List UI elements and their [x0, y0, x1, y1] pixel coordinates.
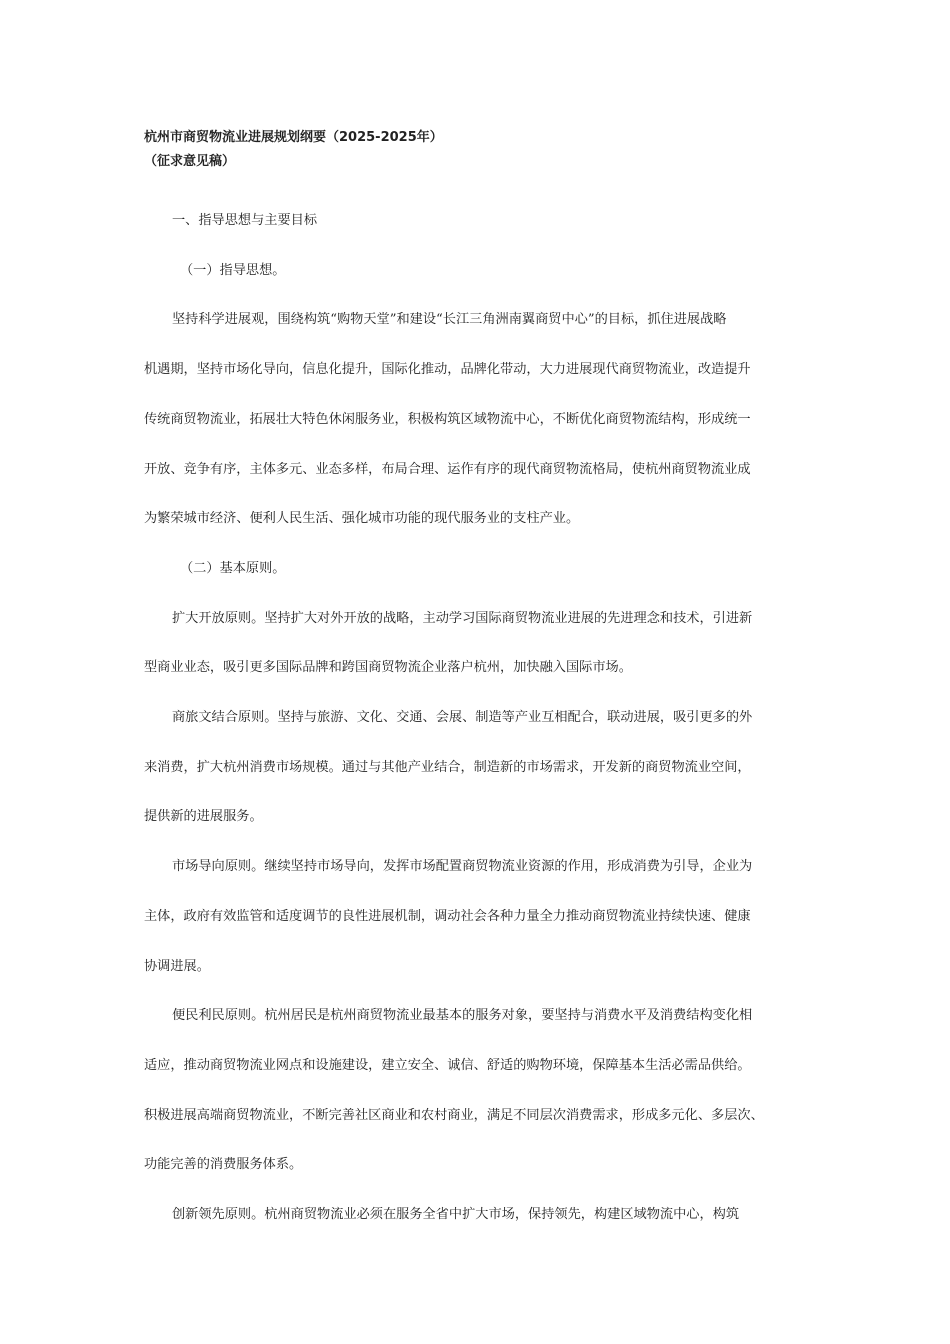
text-line: 创新领先原则。杭州商贸物流业必须在服务全省中扩大市场，保持领先，构建区域物流中心，构筑: [172, 1207, 740, 1223]
subsection-heading-guiding-ideology: （一）指导思想。: [180, 262, 286, 278]
text-line: 市场导向原则。继续坚持市场导向，发挥市场配置商贸物流业资源的作用，形成消费为引导，企业为: [172, 859, 753, 875]
text-line: 机遇期，坚持市场化导向，信息化提升，国际化推动，品牌化带动，大力进展现代商贸物流业，改造提升: [144, 362, 751, 378]
subsection-heading-basic-principles: （二）基本原则。: [180, 560, 286, 576]
text-line: 主体，政府有效监管和适度调节的良性进展机制，调动社会各种力量全力推动商贸物流业持续快速、健康: [144, 908, 751, 924]
text-line: 功能完善的消费服务体系。: [144, 1157, 303, 1173]
text-line: 来消费，扩大杭州消费市场规模。通过与其他产业结合，制造新的市场需求，开发新的商贸物流业空间，: [144, 759, 751, 775]
document-body: [144, 196, 820, 1240]
title-block: [144, 126, 824, 174]
text-line: 商旅文结合原则。坚持与旅游、文化、交通、会展、制造等产业互相配合，联动进展，吸引更多的外: [172, 710, 753, 726]
document-subtitle: （征求意见稿）: [144, 154, 236, 169]
text-line: 便民利民原则。杭州居民是杭州商贸物流业最基本的服务对象，要坚持与消费水平及消费结构变化相: [172, 1008, 753, 1024]
text-line: 扩大开放原则。坚持扩大对外开放的战略，主动学习国际商贸物流业进展的先进理念和技术，引进新: [172, 610, 753, 626]
text-line: 坚持科学进展观，围绕构筑“购物天堂”和建设“长江三角洲南翼商贸中心”的目标，抓住进展战略: [172, 312, 727, 328]
text-line: 型商业业态，吸引更多国际品牌和跨国商贸物流企业落户杭州，加快融入国际市场。: [144, 660, 632, 676]
text-line: 适应，推动商贸物流业网点和设施建设，建立安全、诚信、舒适的购物环境，保障基本生活必需品供给。: [144, 1057, 751, 1073]
text-line: 提供新的进展服务。: [144, 809, 263, 825]
text-line: 协调进展。: [144, 958, 210, 974]
paragraph-guiding-ideology: [144, 295, 820, 544]
text-line: 开放、竞争有序，主体多元、业态多样，布局合理、运作有序的现代商贸物流格局，使杭州商贸物流业成: [144, 461, 751, 477]
text-line: 传统商贸物流业，拓展壮大特色休闲服务业，积极构筑区域物流中心，不断优化商贸物流结构，形成统一: [144, 411, 751, 427]
section-heading: 一、指导思想与主要目标: [172, 213, 318, 228]
text-line: 为繁荣城市经济、便利人民生活、强化城市功能的现代服务业的支柱产业。: [144, 511, 580, 527]
paragraph-openness-principle: [144, 594, 820, 693]
paragraph-convenience-principle: [144, 991, 820, 1190]
document-title: 杭州市商贸物流业进展规划纲要（2025-2025年）: [144, 130, 443, 145]
text-line: 积极进展高端商贸物流业，不断完善社区商业和农村商业，满足不同层次消费需求，形成多元化、多层次、: [144, 1107, 764, 1123]
paragraph-market-orientation-principle: [144, 842, 820, 991]
paragraph-innovation-principle: [144, 1190, 820, 1240]
paragraph-commerce-tourism-culture-principle: [144, 693, 820, 842]
